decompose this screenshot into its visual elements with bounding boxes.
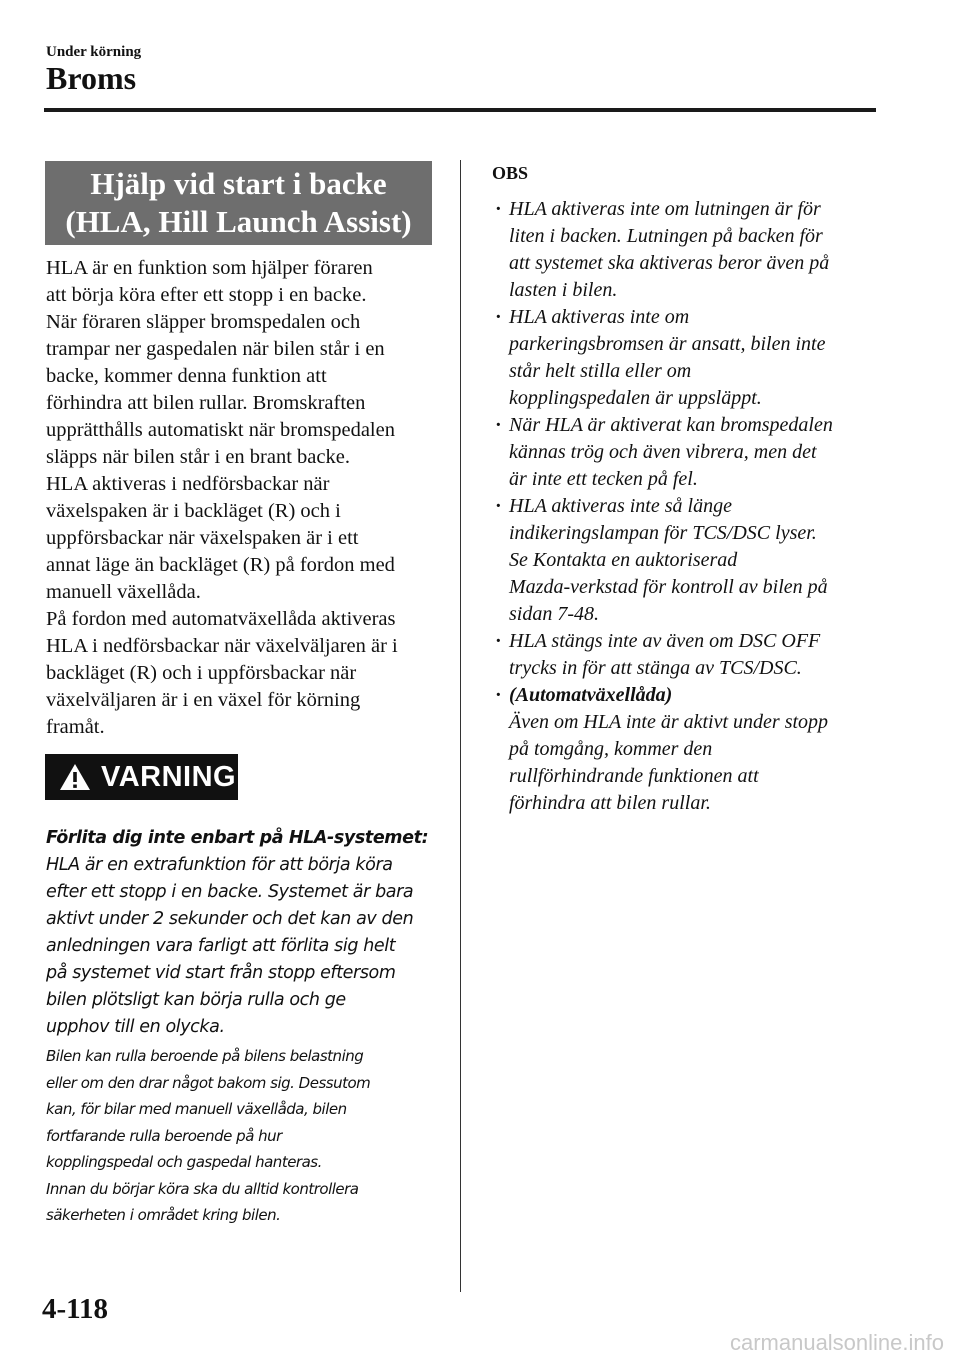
- text-line: på tomgång, kommer den: [509, 738, 713, 760]
- text-line: [509, 682, 878, 709]
- obs-section: [478, 160, 878, 817]
- list-item: [478, 628, 878, 682]
- text-line: När HLA är aktiverat kan bromspedalen: [509, 414, 833, 436]
- warning-body: [46, 852, 446, 1041]
- warning-note: [46, 1043, 446, 1229]
- text-line: kännas trög och även vibrera, men det: [509, 441, 817, 463]
- text-line: backläget (R) och i uppförsbackar när: [46, 662, 357, 684]
- warning-text: [46, 825, 446, 1229]
- text-line: parkeringsbromsen är ansatt, bilen inte: [509, 333, 826, 355]
- text-line: växelväljaren är i en växel för körning: [46, 689, 361, 711]
- text-line: backe, kommer denna funktion att: [46, 365, 327, 387]
- watermark[interactable]: carmanualsonline.info: [729, 1330, 944, 1355]
- text-line: fortfarande rulla beroende på hur: [46, 1126, 282, 1145]
- list-item: [478, 196, 878, 304]
- warning-heading: Förlita dig inte enbart på HLA-systemet:: [46, 828, 429, 848]
- text-line: Innan du börjar köra ska du alltid kontrollera: [46, 1179, 359, 1198]
- text-line: HLA aktiveras inte om: [509, 306, 690, 328]
- text-line: HLA aktiveras inte om lutningen är för: [509, 198, 821, 220]
- section-subtitle: Under körning: [46, 44, 142, 60]
- body-text: [46, 255, 441, 741]
- text-line: upprätthålls automatiskt när bromspedalen: [46, 419, 395, 441]
- list-item: [478, 493, 878, 628]
- body-paragraph: [46, 471, 441, 606]
- section-heading-line: Hjälp vid start i backe: [90, 166, 387, 201]
- page-number: 4-118: [42, 1293, 109, 1325]
- section-heading-line: (HLA, Hill Launch Assist): [65, 204, 412, 239]
- text-line: HLA är en extrafunktion för att börja köra: [46, 855, 393, 875]
- text-line: När föraren släpper bromspedalen och: [46, 311, 361, 333]
- text-line: sidan 7-48.: [509, 603, 599, 625]
- text-line: indikeringslampan för TCS/DSC lyser.: [509, 522, 817, 544]
- text-line: aktivt under 2 sekunder och det kan av den: [46, 909, 414, 929]
- text-line: lasten i bilen.: [509, 279, 618, 301]
- list-item: [478, 304, 878, 412]
- bullet-icon: ·: [495, 198, 502, 220]
- text-line: Bilen kan rulla beroende på bilens belastning: [46, 1047, 364, 1065]
- text-line: HLA aktiveras inte så länge: [509, 495, 732, 517]
- text-line: liten i backen. Lutningen på backen för: [509, 225, 823, 247]
- list-item: [478, 412, 878, 493]
- text-line: rullförhindrande funktionen att: [509, 765, 759, 787]
- warning-triangle-icon: [58, 762, 92, 792]
- text-line: växelspaken är i backläget (R) och i: [46, 500, 341, 522]
- text-line: HLA aktiveras i nedförsbackar när: [46, 473, 330, 495]
- obs-list: [478, 196, 878, 817]
- text-line: anledningen vara farligt att förlita sig helt: [46, 936, 396, 956]
- text-line: uppförsbackar när växelspaken är i ett: [46, 527, 359, 549]
- warning-badge: [45, 754, 238, 800]
- text-line: Se Kontakta en auktoriserad: [509, 549, 738, 571]
- column-divider: [460, 160, 461, 1292]
- header-divider: [44, 108, 876, 112]
- obs-title: OBS: [492, 163, 529, 183]
- text-line: framåt.: [46, 716, 105, 738]
- text-line: förhindra att bilen rullar.: [509, 792, 711, 814]
- warning-label: VARNING: [101, 760, 237, 793]
- text-line: är inte ett tecken på fel.: [509, 468, 698, 490]
- text-line: HLA stängs inte av även om DSC OFF: [509, 630, 821, 652]
- text-line: upphov till en olycka.: [46, 1017, 225, 1037]
- text-line: manuell växellåda.: [46, 581, 201, 603]
- page-title: Broms: [46, 60, 137, 96]
- list-item: [478, 682, 878, 817]
- text-line: står helt stilla eller om: [509, 360, 692, 382]
- bullet-icon: ·: [495, 630, 502, 652]
- text-line: kopplingspedalen är uppsläppt.: [509, 387, 762, 409]
- text-line: förhindra att bilen rullar. Bromskraften: [46, 392, 366, 414]
- text-line: eller om den drar något bakom sig. Dessutom: [46, 1073, 371, 1092]
- text-line: säkerheten i området kring bilen.: [46, 1206, 281, 1224]
- section-heading: [45, 161, 432, 245]
- body-paragraph: [46, 255, 441, 471]
- text-line: kopplingspedal och gaspedal hanteras.: [46, 1153, 322, 1171]
- text-line: efter ett stopp i en backe. Systemet är bara: [46, 882, 414, 902]
- text-line: på systemet vid start från stopp eftersom: [46, 963, 396, 983]
- text-line: trampar ner gaspedalen när bilen står i en: [46, 338, 385, 360]
- text-line: att systemet ska aktiveras beror även på: [509, 252, 830, 274]
- text-line: På fordon med automatväxellåda aktiveras: [46, 608, 396, 630]
- bullet-icon: ·: [495, 495, 502, 517]
- text-line: Även om HLA inte är aktivt under stopp: [509, 711, 829, 733]
- bullet-icon: ·: [495, 306, 502, 328]
- text-line: att börja köra efter ett stopp i en backe.: [46, 284, 367, 306]
- text-line: annat läge än backläget (R) på fordon med: [46, 554, 395, 576]
- text-line: trycks in för att stänga av TCS/DSC.: [509, 657, 802, 679]
- body-paragraph: [46, 606, 441, 741]
- subheading: (Automatväxellåda): [509, 684, 673, 706]
- text-line: släpps när bilen står i en brant backe.: [46, 446, 350, 468]
- bullet-icon: ·: [495, 414, 502, 436]
- text-line: Mazda-verkstad för kontroll av bilen på: [509, 576, 828, 598]
- text-line: kan, för bilar med manuell växellåda, bilen: [46, 1100, 347, 1118]
- text-line: bilen plötsligt kan börja rulla och ge: [46, 990, 346, 1010]
- text-line: HLA är en funktion som hjälper föraren: [46, 257, 373, 279]
- bullet-icon: ·: [495, 684, 502, 706]
- text-line: HLA i nedförsbackar när växelväljaren är i: [46, 635, 398, 657]
